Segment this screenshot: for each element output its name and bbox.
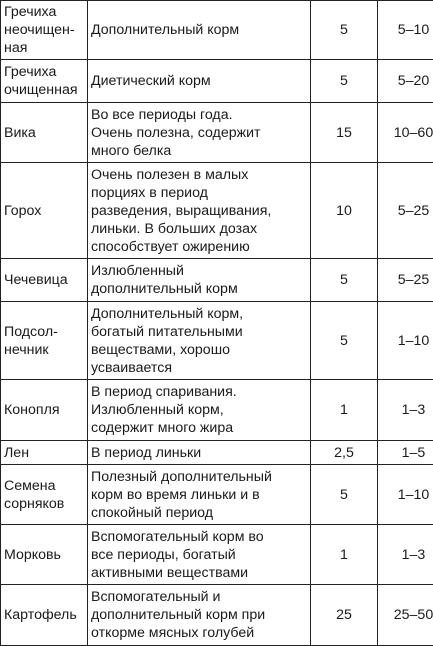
table-row bbox=[1, 465, 433, 525]
feed-name-cell: Конопля bbox=[1, 380, 88, 441]
table-row bbox=[1, 259, 433, 302]
feed-value-cell: 10 bbox=[311, 163, 378, 259]
feed-range-cell: 1–10 bbox=[378, 465, 433, 525]
feed-name-cell: Подсол- нечник bbox=[1, 302, 88, 380]
feed-range-cell: 5–10 bbox=[378, 1, 433, 60]
table-row bbox=[1, 103, 433, 163]
feed-description-cell: В период спаривания. Излюбленный корм, содержит много жира bbox=[88, 380, 311, 441]
feed-description-cell: Дополнительный корм, богатый питательными веществами, хорошо усваивается bbox=[88, 302, 311, 380]
feed-value-cell: 5 bbox=[311, 60, 378, 103]
table-row bbox=[1, 380, 433, 441]
feed-range-cell: 5–20 bbox=[378, 60, 433, 103]
feed-value-cell: 5 bbox=[311, 302, 378, 380]
feed-name-cell: Чечевица bbox=[1, 259, 88, 302]
table-row bbox=[1, 1, 433, 60]
feed-value-cell: 1 bbox=[311, 525, 378, 585]
feed-range-cell: 1–10 bbox=[378, 302, 433, 380]
feed-value-cell: 2,5 bbox=[311, 441, 378, 465]
feed-range-cell: 5–25 bbox=[378, 259, 433, 302]
feed-description-cell: Дополнительный корм bbox=[88, 1, 311, 60]
table-row bbox=[1, 585, 433, 646]
feed-range-cell: 1–3 bbox=[378, 380, 433, 441]
feed-name-cell: Горох bbox=[1, 163, 88, 259]
feed-description-cell: Полезный дополнительный корм во время линьки и в спокойный период bbox=[88, 465, 311, 525]
feed-range-cell: 5–25 bbox=[378, 163, 433, 259]
table-row bbox=[1, 441, 433, 465]
feed-description-cell: Диетический корм bbox=[88, 60, 311, 103]
feed-range-cell: 25–50 bbox=[378, 585, 433, 646]
feed-name-cell: Лен bbox=[1, 441, 88, 465]
feed-value-cell: 25 bbox=[311, 585, 378, 646]
table-row bbox=[1, 60, 433, 103]
table-row bbox=[1, 302, 433, 380]
feed-description-cell: Излюбленный дополнительный корм bbox=[88, 259, 311, 302]
feed-description-cell: В период линьки bbox=[88, 441, 311, 465]
feed-value-cell: 1 bbox=[311, 380, 378, 441]
feed-name-cell: Гречиха неочищен- ная bbox=[1, 1, 88, 60]
feed-description-cell: Очень полезен в малых порциях в период разведения, выращивания, линьки. В больших дозах способствует ожирению bbox=[88, 163, 311, 259]
feed-name-cell: Вика bbox=[1, 103, 88, 163]
feed-description-cell: Вспомогательный и дополнительный корм при откорме мясных голубей bbox=[88, 585, 311, 646]
feed-value-cell: 5 bbox=[311, 259, 378, 302]
table-row bbox=[1, 163, 433, 259]
feed-range-cell: 1–3 bbox=[378, 525, 433, 585]
feed-description-cell: Вспомогательный корм во все периоды, богатый активными веществами bbox=[88, 525, 311, 585]
feed-name-cell: Семена сорняков bbox=[1, 465, 88, 525]
feed-description-cell: Во все периоды года. Очень полезна, содержит много белка bbox=[88, 103, 311, 163]
feed-name-cell: Картофель bbox=[1, 585, 88, 646]
feed-range-cell: 1–5 bbox=[378, 441, 433, 465]
table-row bbox=[1, 525, 433, 585]
feed-table-body bbox=[1, 1, 433, 646]
feed-name-cell: Гречиха очищенная bbox=[1, 60, 88, 103]
feed-value-cell: 5 bbox=[311, 1, 378, 60]
feed-value-cell: 15 bbox=[311, 103, 378, 163]
feed-value-cell: 5 bbox=[311, 465, 378, 525]
feed-range-cell: 10–60 bbox=[378, 103, 433, 163]
feed-name-cell: Морковь bbox=[1, 525, 88, 585]
